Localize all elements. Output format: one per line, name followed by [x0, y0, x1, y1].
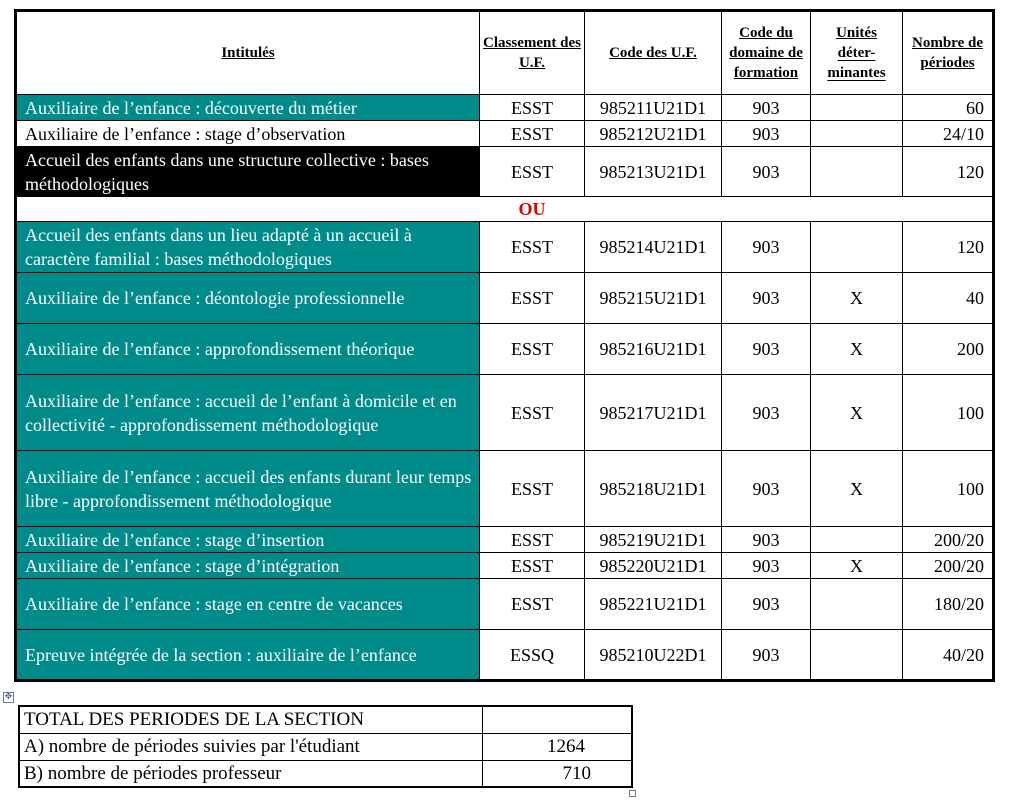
row-domaine: 903: [722, 553, 811, 579]
row-code: 985218U21D1: [585, 451, 722, 527]
row-domaine: 903: [722, 324, 811, 375]
separator-ou: OU: [518, 199, 546, 219]
row-determinante: [811, 222, 903, 273]
row-periodes: 24/10: [903, 121, 994, 147]
header-unites-determinantes: Unités déter- minantes: [811, 11, 903, 95]
total-title-row: [19, 706, 632, 733]
row-determinante: [811, 147, 903, 197]
row-determinante: X: [811, 273, 903, 324]
total-row-label: A) nombre de périodes suivies par l'étudiant: [19, 733, 482, 760]
row-classement: ESST: [480, 121, 585, 147]
row-periodes: 180/20: [903, 579, 994, 630]
row-code: 985210U22D1: [585, 630, 722, 681]
row-code: 985211U21D1: [585, 95, 722, 121]
row-periodes: 200: [903, 324, 994, 375]
table-row: [16, 451, 994, 527]
row-periodes: 100: [903, 451, 994, 527]
total-row-value: 710: [482, 760, 632, 787]
row-classement: ESST: [480, 451, 585, 527]
separator-row: [16, 197, 994, 222]
row-label: Auxiliaire de l’enfance : accueil des enfants durant leur temps libre - approfondissement méthodologique: [16, 451, 480, 527]
header-classement: Classement des U.F.: [480, 11, 585, 95]
row-periodes: 200/20: [903, 553, 994, 579]
row-code: 985216U21D1: [585, 324, 722, 375]
row-domaine: 903: [722, 579, 811, 630]
total-row: [19, 760, 632, 787]
header-intitules: Intitulés: [16, 11, 480, 95]
row-label: Epreuve intégrée de la section : auxiliaire de l’enfance: [16, 630, 480, 681]
row-domaine: 903: [722, 121, 811, 147]
total-title: TOTAL DES PERIODES DE LA SECTION: [19, 706, 482, 733]
row-classement: ESST: [480, 527, 585, 553]
row-determinante: [811, 121, 903, 147]
table-row: [16, 147, 994, 197]
row-code: 985217U21D1: [585, 375, 722, 451]
row-periodes: 40/20: [903, 630, 994, 681]
total-row: [19, 733, 632, 760]
courses-table: [14, 9, 995, 682]
row-classement: ESSQ: [480, 630, 585, 681]
row-label: Auxiliaire de l’enfance : stage d’intégration: [16, 553, 480, 579]
row-label: Auxiliaire de l’enfance : approfondissement théorique: [16, 324, 480, 375]
row-label: Auxiliaire de l’enfance : stage en centre de vacances: [16, 579, 480, 630]
row-classement: ESST: [480, 324, 585, 375]
row-classement: ESST: [480, 273, 585, 324]
total-table: [18, 705, 633, 788]
row-determinante: X: [811, 375, 903, 451]
row-classement: ESST: [480, 147, 585, 197]
row-code: 985221U21D1: [585, 579, 722, 630]
row-code: 985214U21D1: [585, 222, 722, 273]
row-label: Accueil des enfants dans un lieu adapté à un accueil à caractère familial : bases méthodologiques: [16, 222, 480, 273]
table-row: [16, 273, 994, 324]
row-periodes: 200/20: [903, 527, 994, 553]
row-code: 985220U21D1: [585, 553, 722, 579]
row-periodes: 120: [903, 147, 994, 197]
table-resize-handle[interactable]: [629, 790, 636, 797]
table-row: [16, 95, 994, 121]
total-title-value: [482, 706, 632, 733]
row-determinante: [811, 527, 903, 553]
row-domaine: 903: [722, 95, 811, 121]
row-determinante: [811, 630, 903, 681]
row-periodes: 40: [903, 273, 994, 324]
row-determinante: X: [811, 553, 903, 579]
row-periodes: 60: [903, 95, 994, 121]
row-label: Accueil des enfants dans une structure collective : bases méthodologiques: [16, 147, 480, 197]
row-label: Auxiliaire de l’enfance : découverte du métier: [16, 95, 480, 121]
header-code-domaine: Code du domaine de formation: [722, 11, 811, 95]
row-label: Auxiliaire de l’enfance : accueil de l’enfant à domicile et en collectivité - approfondissement méthodologique: [16, 375, 480, 451]
row-domaine: 903: [722, 451, 811, 527]
table-row: [16, 375, 994, 451]
header-nombre-periodes: Nombre de périodes: [903, 11, 994, 95]
row-domaine: 903: [722, 630, 811, 681]
row-determinante: X: [811, 451, 903, 527]
row-domaine: 903: [722, 147, 811, 197]
row-classement: ESST: [480, 579, 585, 630]
row-code: 985215U21D1: [585, 273, 722, 324]
table-move-handle-icon[interactable]: ✥: [4, 692, 13, 702]
table-row: [16, 630, 994, 681]
table-row: [16, 324, 994, 375]
row-label: Auxiliaire de l’enfance : stage d’observation: [16, 121, 480, 147]
row-determinante: [811, 579, 903, 630]
total-row-label: B) nombre de périodes professeur: [19, 760, 482, 787]
header-row: [16, 11, 994, 95]
table-row: [16, 553, 994, 579]
row-periodes: 120: [903, 222, 994, 273]
row-code: 985212U21D1: [585, 121, 722, 147]
row-classement: ESST: [480, 375, 585, 451]
table-row: [16, 222, 994, 273]
row-domaine: 903: [722, 527, 811, 553]
row-label: Auxiliaire de l’enfance : stage d’insertion: [16, 527, 480, 553]
row-domaine: 903: [722, 273, 811, 324]
row-domaine: 903: [722, 222, 811, 273]
table-row: [16, 579, 994, 630]
row-classement: ESST: [480, 553, 585, 579]
table-row: [16, 527, 994, 553]
row-classement: ESST: [480, 222, 585, 273]
row-code: 985219U21D1: [585, 527, 722, 553]
total-row-value: 1264: [482, 733, 632, 760]
row-code: 985213U21D1: [585, 147, 722, 197]
row-determinante: X: [811, 324, 903, 375]
row-classement: ESST: [480, 95, 585, 121]
table-row: [16, 121, 994, 147]
header-code-uf: Code des U.F.: [585, 11, 722, 95]
row-domaine: 903: [722, 375, 811, 451]
row-determinante: [811, 95, 903, 121]
row-label: Auxiliaire de l’enfance : déontologie professionnelle: [16, 273, 480, 324]
row-periodes: 100: [903, 375, 994, 451]
